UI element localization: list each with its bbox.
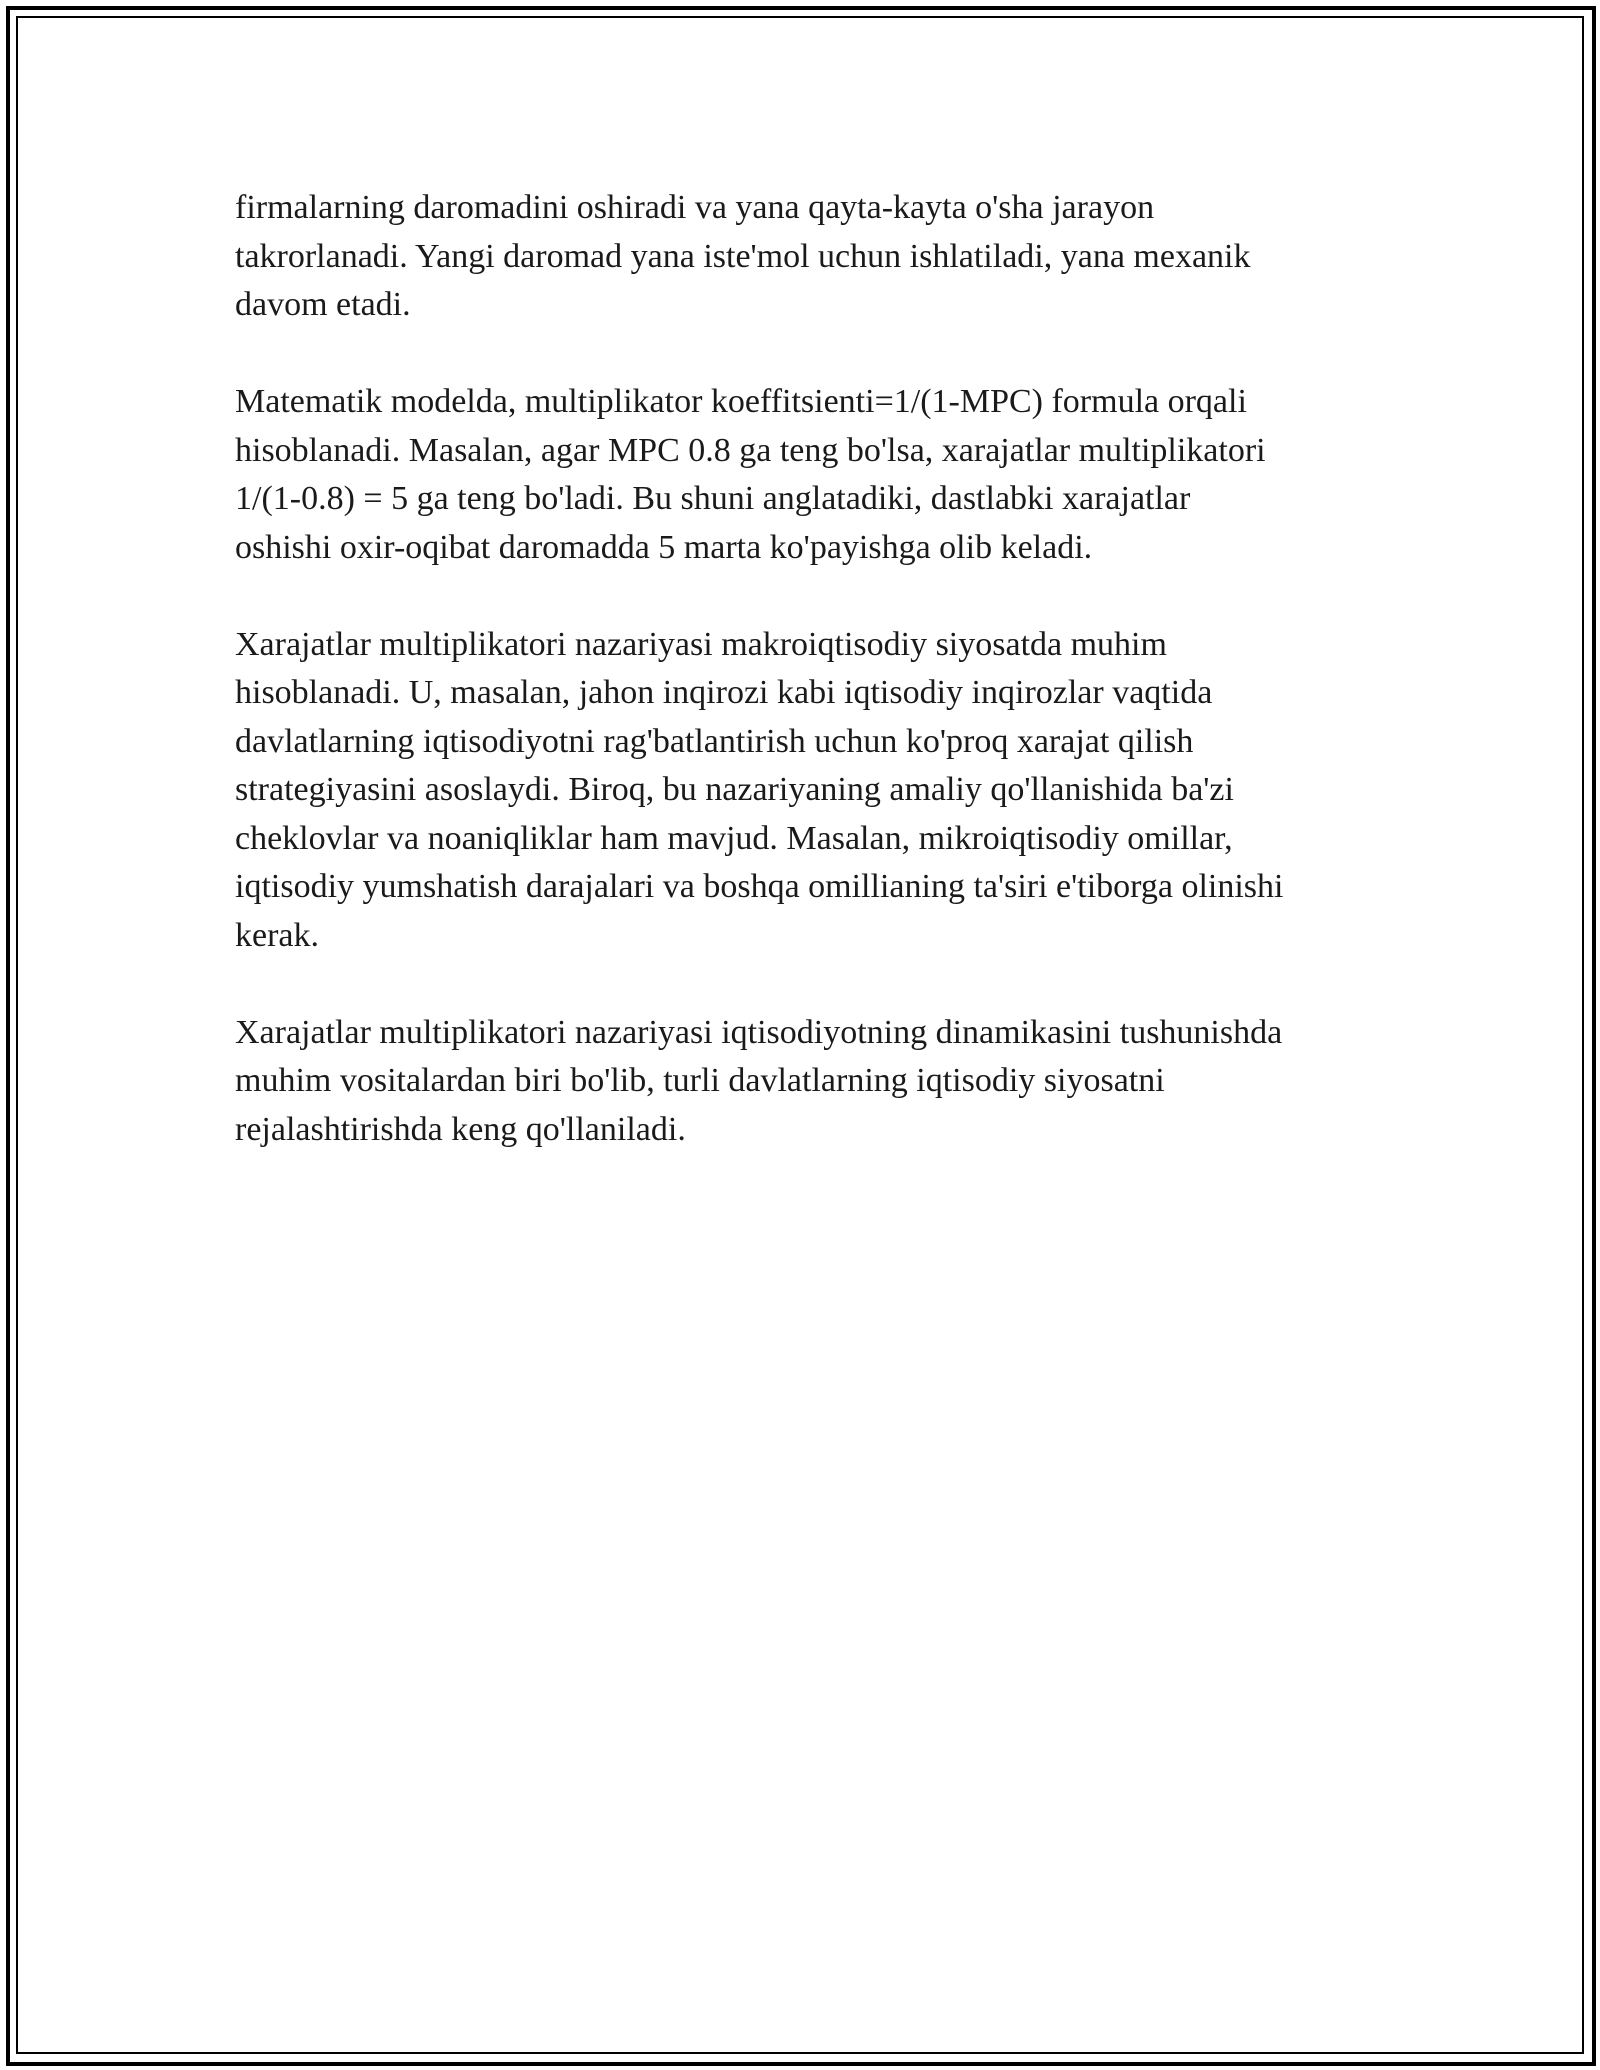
text-line: Xarajatlar multiplikatori nazariyasi iqtisodiyotning dinamikasini tushunishda [235, 1013, 1283, 1051]
text-line: oshishi oxir-oqibat daromadda 5 marta ko'payishga olib keladi. [235, 528, 1093, 566]
text-line: hisoblanadi. U, masalan, jahon inqirozi kabi iqtisodiy inqirozlar vaqtida [235, 674, 1213, 711]
document-body [235, 184, 1395, 1203]
text-line: davom etadi. [235, 286, 411, 323]
text-line: Matematik modelda, multiplikator koeffitsienti=1/(1-MPC) formula orqali [235, 383, 1247, 420]
paragraph-3 [235, 621, 1395, 961]
text-line: kerak. [235, 916, 320, 954]
paragraph-1 [235, 184, 1395, 330]
text-line: rejalashtirishda keng qo'llaniladi. [235, 1110, 686, 1148]
text-line: takrorlanadi. Yangi daromad yana iste'mol uchun ishlatiladi, yana mexanik [235, 237, 1251, 275]
text-line: cheklovlar va noaniqliklar ham mavjud. Masalan, mikroiqtisodiy omillar, [235, 819, 1233, 857]
text-line: 1/(1-0.8) = 5 ga teng bo'ladi. Bu shuni anglatadiki, dastlabki xarajatlar [235, 480, 1191, 517]
paragraph-2 [235, 378, 1395, 572]
text-line: muhim vositalardan biri bo'lib, turli davlatlarning iqtisodiy siyosatni [235, 1062, 1165, 1099]
text-line: hisoblanadi. Masalan, agar MPC 0.8 ga teng bo'lsa, xarajatlar multiplikatori [235, 431, 1266, 469]
paragraph-4 [235, 1009, 1395, 1155]
text-line: strategiyasini asoslaydi. Biroq, bu nazariyaning amaliy qo'llanishida ba'zi [235, 771, 1234, 808]
text-line: davlatlarning iqtisodiyotni rag'batlantirish uchun ko'proq xarajat qilish [235, 722, 1194, 760]
text-line: Xarajatlar multiplikatori nazariyasi makroiqtisodiy siyosatda muhim [235, 625, 1167, 663]
text-line: firmalarning daromadini oshiradi va yana qayta-kayta o'sha jarayon [235, 189, 1155, 226]
text-line: iqtisodiy yumshatish darajalari va boshqa omillianing ta'siri e'tiborga olinishi [235, 868, 1284, 905]
